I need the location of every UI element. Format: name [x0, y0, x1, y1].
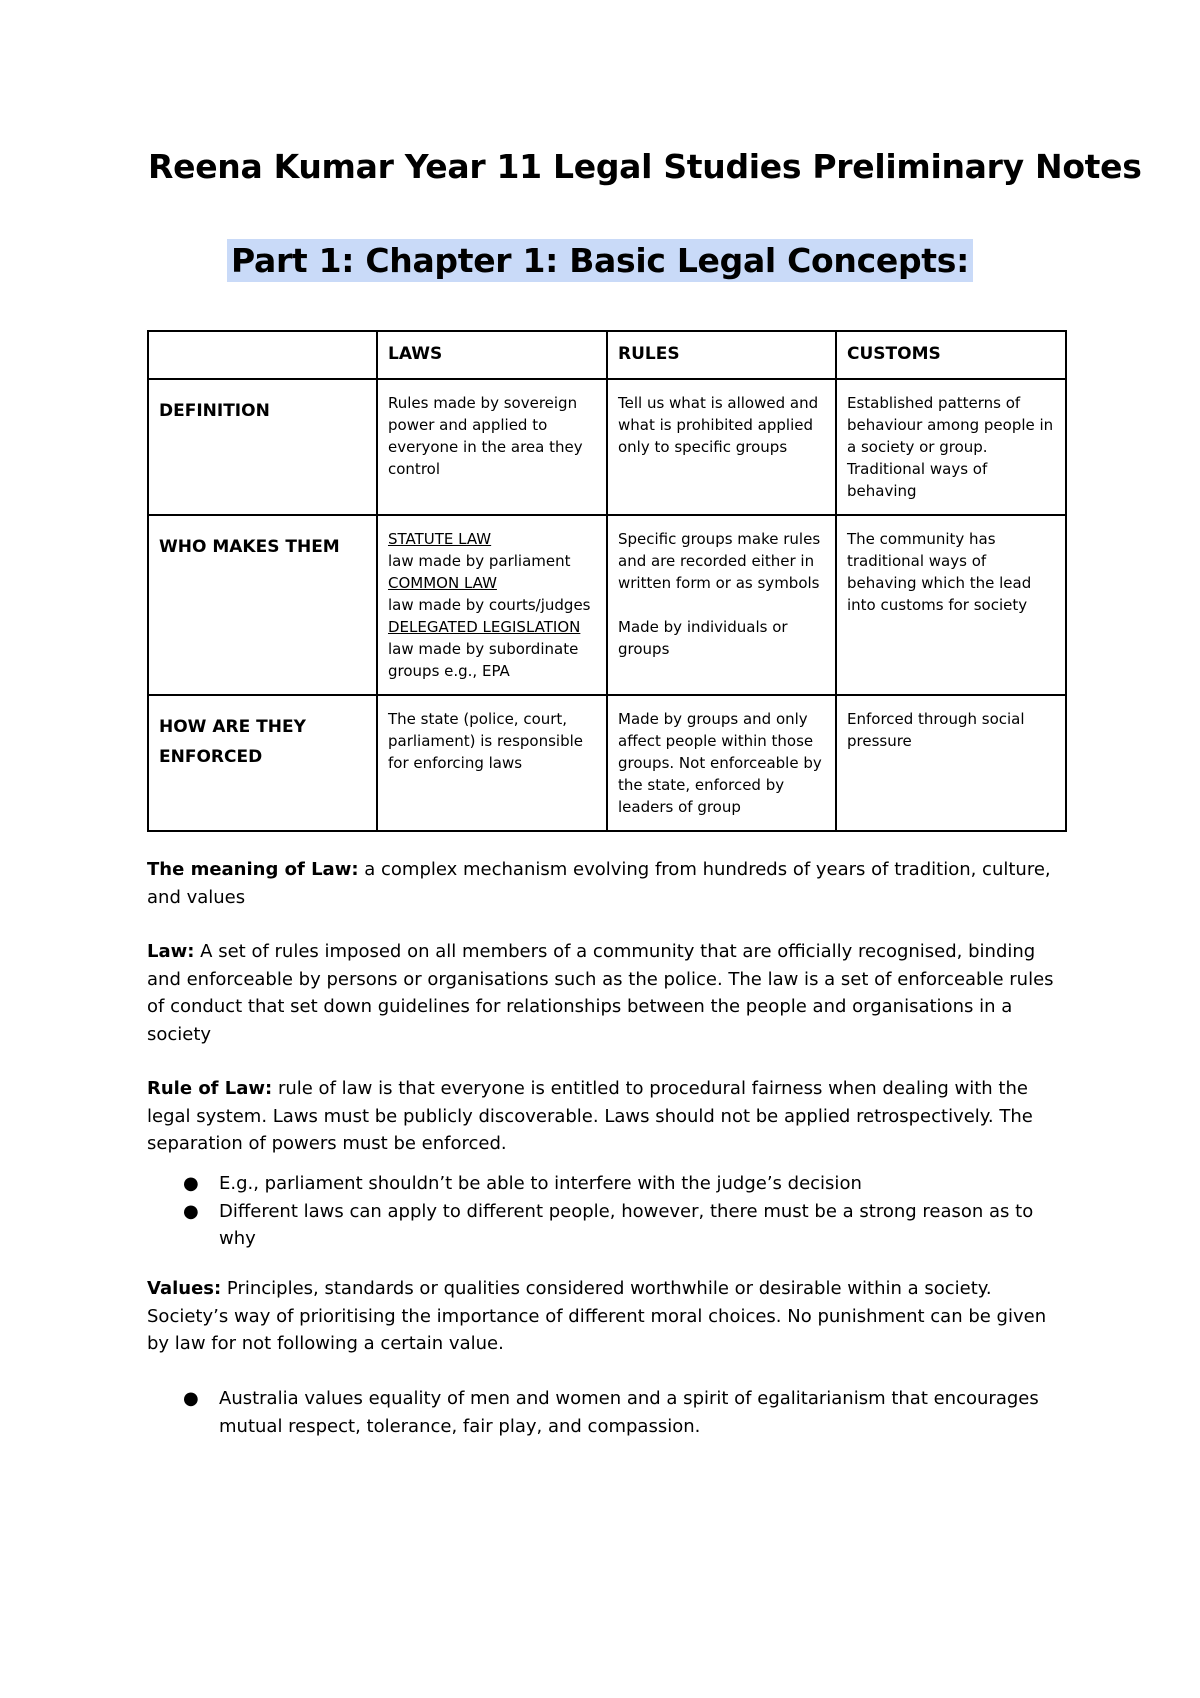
document-title: Reena Kumar Year 11 Legal Studies Preliminary Notes	[148, 147, 1142, 186]
bullet-icon: ●	[183, 1388, 199, 1409]
statute-law-text: law made by parliament	[388, 552, 571, 570]
cell-enforced-rules: Made by groups and only affect people within those groups. Not enforceable by the state, enforced by leaders of group	[607, 695, 836, 831]
list-item	[147, 1385, 1067, 1440]
table-row-who-makes-them	[148, 515, 1066, 695]
bullet-icon: ●	[183, 1173, 199, 1194]
law-term: Law:	[147, 941, 195, 962]
values-bullet-list	[147, 1385, 1067, 1440]
chapter-heading: Part 1: Chapter 1: Basic Legal Concepts:	[227, 239, 973, 282]
values-text: Principles, standards or qualities considered worthwhile or desirable within a society. Society’s way of prioritising the importance of different moral choices. No punishment can be given by law for not following a certain value.	[147, 1278, 1047, 1354]
law-text: A set of rules imposed on all members of a community that are officially recognised, binding and enforceable by persons or organisations such as the police. The law is a set of enforceable rules of conduct that set down guidelines for relationships between the people and organisations in a society	[147, 941, 1054, 1045]
bullet-icon: ●	[183, 1200, 199, 1222]
paragraph-gap	[618, 594, 825, 616]
list-item	[147, 1170, 1067, 1198]
table-header-row	[148, 331, 1066, 379]
values-paragraph	[147, 1275, 1067, 1358]
rule-of-law-bullet-list	[147, 1170, 1067, 1253]
delegated-legislation-heading: DELEGATED LEGISLATION	[388, 618, 581, 636]
row-label-definition: DEFINITION	[148, 379, 377, 515]
meaning-of-law-term: The meaning of Law:	[147, 859, 359, 880]
meaning-of-law-paragraph	[147, 856, 1067, 911]
common-law-text: law made by courts/judges	[388, 596, 591, 614]
rule-of-law-term: Rule of Law:	[147, 1078, 273, 1099]
rule-of-law-text: rule of law is that everyone is entitled to procedural fairness when dealing with the legal system. Laws must be publicly discoverable. Laws should not be applied retrospectively. The separation of powers must be enforced.	[147, 1078, 1033, 1154]
cell-who-laws	[377, 515, 607, 695]
rules-who-paragraph-1: Specific groups make rules and are recorded either in written form or as symbols	[618, 530, 821, 592]
header-cell-laws: LAWS	[377, 331, 607, 379]
bullet-text: Australia values equality of men and women and a spirit of egalitarianism that encourages mutual respect, tolerance, fair play, and compassion.	[219, 1388, 1039, 1437]
header-cell-empty	[148, 331, 377, 379]
bullet-text: E.g., parliament shouldn’t be able to interfere with the judge’s decision	[219, 1173, 862, 1194]
row-label-enforced: HOW ARE THEY ENFORCED	[148, 695, 377, 831]
cell-enforced-laws: The state (police, court, parliament) is responsible for enforcing laws	[377, 695, 607, 831]
header-cell-customs: CUSTOMS	[836, 331, 1066, 379]
cell-definition-rules: Tell us what is allowed and what is prohibited applied only to specific groups	[607, 379, 836, 515]
table-row-enforced	[148, 695, 1066, 831]
cell-definition-laws: Rules made by sovereign power and applied to everyone in the area they control	[377, 379, 607, 515]
bullet-text: Different laws can apply to different people, however, there must be a strong reason as to why	[219, 1200, 1034, 1249]
rule-of-law-paragraph	[147, 1075, 1067, 1158]
chapter-heading-row	[0, 239, 1200, 282]
concepts-table	[147, 330, 1067, 832]
delegated-legislation-text: law made by subordinate groups e.g., EPA	[388, 640, 579, 680]
cell-who-customs: The community has traditional ways of behaving which the lead into customs for society	[836, 515, 1066, 695]
meaning-of-law-text: a complex mechanism evolving from hundreds of years of tradition, culture, and values	[147, 859, 1051, 908]
table-row-definition	[148, 379, 1066, 515]
common-law-heading: COMMON LAW	[388, 574, 497, 592]
values-term: Values:	[147, 1278, 222, 1299]
cell-definition-customs: Established patterns of behaviour among people in a society or group. Traditional ways of behaving	[836, 379, 1066, 515]
statute-law-heading: STATUTE LAW	[388, 530, 492, 548]
cell-enforced-customs: Enforced through social pressure	[836, 695, 1066, 831]
rules-who-paragraph-2: Made by individuals or groups	[618, 618, 788, 658]
list-item	[147, 1198, 1067, 1253]
row-label-who-makes-them: WHO MAKES THEM	[148, 515, 377, 695]
header-cell-rules: RULES	[607, 331, 836, 379]
cell-who-rules	[607, 515, 836, 695]
law-definition-paragraph	[147, 938, 1067, 1048]
